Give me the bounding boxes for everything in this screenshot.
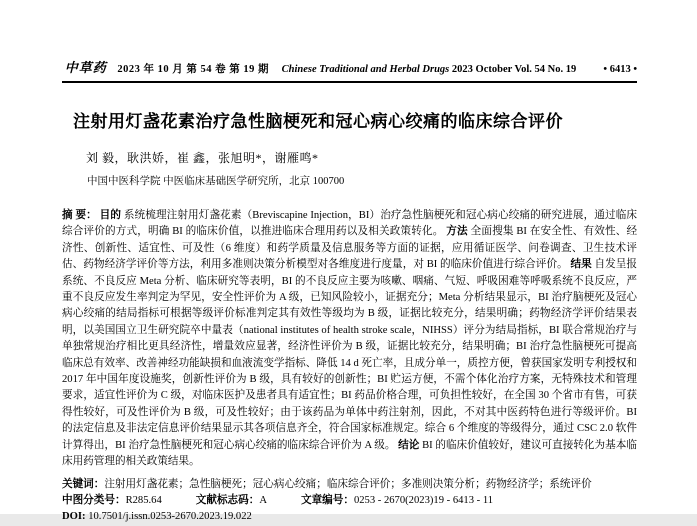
affiliation: 中国中医科学院 中医临床基础医学研究所，北京 100700 [87,176,345,187]
clc-value: R285.64 [125,494,162,506]
running-head [62,0,637,77]
journal-logo: 中草药 [64,60,107,75]
doc-code-value: A [259,494,267,506]
issue-info-en: 2023 October Vol. 54 No. 19 [451,64,577,75]
doi-line [62,509,637,525]
keywords-line [62,477,637,493]
abstract-methods-text: 全面搜集 BI 在安全性、有效性、经济性、创新性、适宜性、可及性（6 维度）和药学质量及信息服务等方面的证据，应用循证医学、问卷调查、卫生技术评估、药物经济学评价等方法，利用多准则决策分析模型对各维度进行度量，对 BI 的临床价值进行综合评价。 [62,226,638,271]
doi-label: DOI: [62,511,89,523]
article-title: 注射用灯盏花素治疗急性脑梗死和冠心病心绞痛的临床综合评价 [73,112,563,131]
abstract-methods-label: 方法 [446,226,468,238]
abstract-results-text: 自发呈报系统、不良反应 Meta 分析、临床研究等表明，BI 的不良反应主要为咳嗽、咽痛、气短、呼吸困难等呼吸系统不良反应，严重不良反应发生率判定为罕见，安全性评价为 A 级，已知风险较小，证据充分；Meta 分析结果显示，BI 治疗脑梗死及冠心病心绞痛的结局指标可根据等级评价标准判定其有效性等级均为 B 级，证据比较充分，结果明确；药物经济学评价结果表明，以美国国立卫生研究院卒中量表（national institutes of health stroke scale，NIHSS）评分为结局指标，BI 联合常规治疗与单独常规治疗相比更具经济性，增量效应显著，经济性评价为 B 级，证据比较充分，结果明确；BI 治疗急性脑梗死可提高临床总有效率、改善神经功能缺损和血液流变学指标、降低 14 d 死亡率，且成分单一，质控方便，曾获国家发明专利授权和 2017 年中国年度设施奖，创新性评价为 B 级，具有较好的创新性；BI 贮运方便，不需个体化治疗方案，无特殊技术和管理要求，适宜性评价为 C 级，对临床医护及患者具有适宜性；BI 药品价格合理，可负担性较好，在全国 30 个省市有售，可获得性较好，可及性评价为 B 级，可及性较好；由于该药品为单体中药注射剂，因此，不对其中医药特色进行等级评价。BI 的法定信息及非法定信息评价结果显示其各项信息齐全，符合国家标准规定。综合 6 个维度的等级得分，通过 CSC 2.0 软件计算得出，BI 治疗急性脑梗死和冠心病心绞痛的临床综合评价为 A 级。 [62,259,637,451]
header-rule [62,81,637,83]
page-number: • 6413 • [603,64,637,75]
doc-code-label: 文献标志码： [195,494,260,506]
abstract-conclusion-text: BI 的临床价值较好，建议可直接转化为基本临床用药管理的相关政策结果。 [62,439,637,468]
classification-line [62,493,637,509]
issue-info-cn: 2023 年 10 月 第 54 卷 第 19 期 [117,64,269,75]
author-list: 刘 毅，耿洪娇，崔 鑫，张旭明*，谢雁鸣* [86,151,319,165]
abstract-objective-text: 系统梳理注射用灯盏花素（Breviscapine Injection，BI）治疗急性脑梗死和冠心病心绞痛的研究进展，通过临床综合评价的方式，明确 BI 的临床价值，以推进临床合理用药以及相关政策转化。 [62,210,637,238]
article-no-label: 文章编号： [300,494,354,506]
doi-value: 10.7501/j.issn.0253-2670.2023.19.022 [88,511,252,523]
journal-name-en: Chinese Traditional and Herbal Drugs [281,64,450,75]
keywords-text: 注射用灯盏花素；急性脑梗死；冠心病心绞痛；临床综合评价；多准则决策分析；药物经济学；系统评价 [104,478,592,490]
abstract-conclusion-label: 结论 [398,439,420,451]
keywords-label: 关键词： [62,478,105,490]
abstract-objective-label: 目的 [99,210,122,221]
article-no-value: 0253 - 2670(2023)19 - 6413 - 11 [353,494,494,506]
abstract-label: 摘 要： [62,210,97,221]
abstract-results-label: 结果 [570,259,592,271]
running-head-center [62,61,637,77]
clc-label: 中图分类号： [62,494,126,506]
abstract-paragraph [62,208,637,471]
